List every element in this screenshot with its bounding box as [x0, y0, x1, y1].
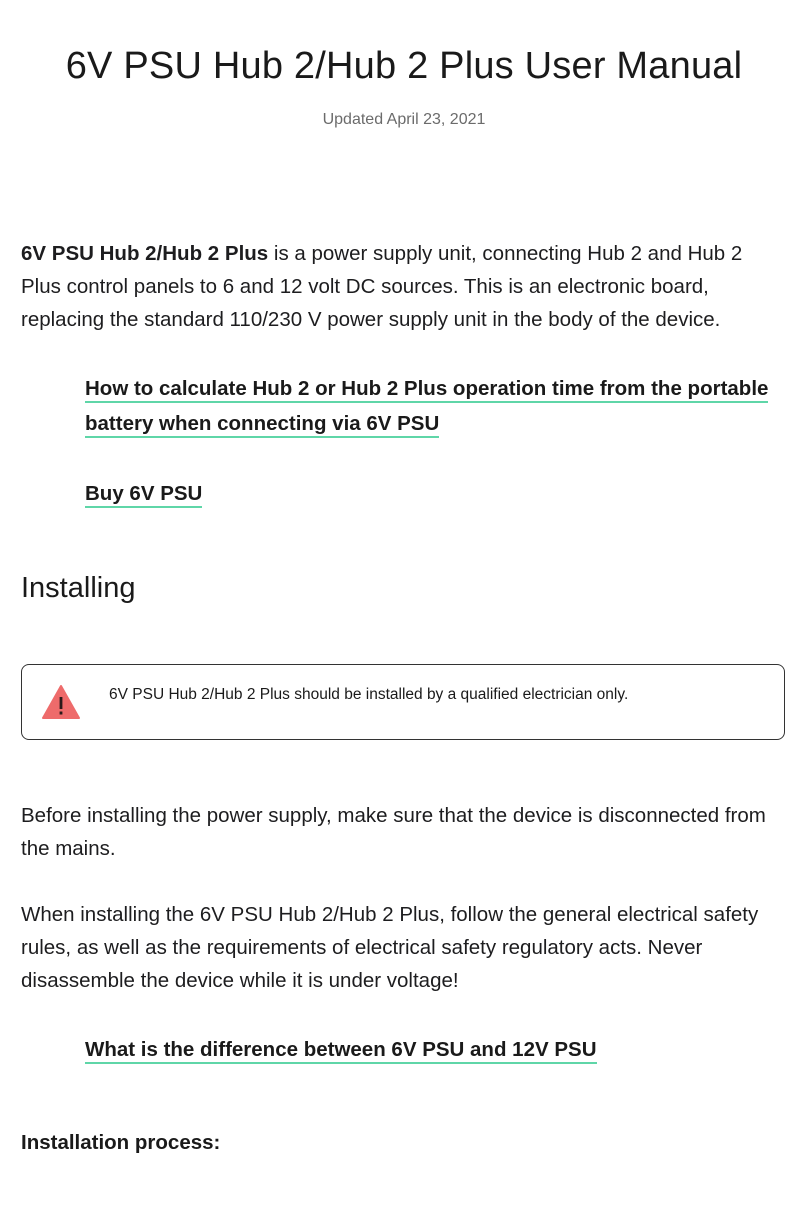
calc-operation-time-link-line1[interactable]: How to calculate Hub 2 or Hub 2 Plus operation time from the portable — [85, 377, 768, 403]
difference-link-block — [85, 1032, 775, 1067]
safety-rules-paragraph: When installing the 6V PSU Hub 2/Hub 2 Plus, follow the general electrical safety rules, as well as the requirements of electrical safety regulatory acts. Never disassemble the device while it is under voltage! — [21, 903, 759, 992]
intro-bold-product-name: 6V PSU Hub 2/Hub 2 Plus — [21, 242, 269, 265]
intro-paragraph — [21, 237, 781, 336]
intro-text: is a power supply unit, connecting Hub 2 and Hub 2 Plus control panels to 6 and 12 volt DC sources. This is an electronic board, replacing the standard 110/230 V power supply unit in the body of the device. — [21, 242, 743, 331]
calc-operation-time-link-block — [85, 371, 775, 441]
calc-operation-time-link-line2[interactable]: battery when connecting via 6V PSU — [85, 412, 439, 438]
warning-text: 6V PSU Hub 2/Hub 2 Plus should be installed by a qualified electrician only. — [109, 686, 629, 703]
warning-callout — [21, 664, 785, 740]
installing-heading: Installing — [21, 572, 136, 604]
psu-difference-link[interactable]: What is the difference between 6V PSU and 12V PSU — [85, 1038, 597, 1064]
buy-6v-psu-link[interactable]: Buy 6V PSU — [85, 482, 202, 508]
installation-process-heading: Installation process: — [21, 1131, 221, 1154]
disconnect-paragraph: Before installing the power supply, make sure that the device is disconnected from the mains. — [21, 804, 766, 860]
warning-triangle-icon — [41, 684, 81, 720]
page-title: 6V PSU Hub 2/Hub 2 Plus User Manual — [65, 45, 743, 87]
buy-link-block — [85, 476, 775, 511]
updated-date: Updated April 23, 2021 — [322, 111, 486, 128]
